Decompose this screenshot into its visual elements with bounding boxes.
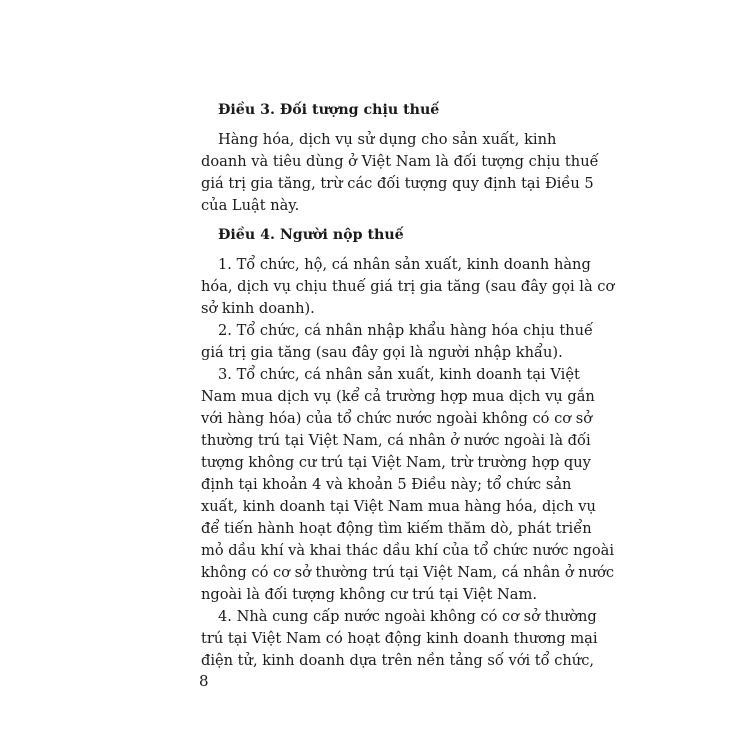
article-4-line-8: với hàng hóa) của tổ chức nước ngoài không có cơ sở <box>201 410 592 427</box>
article-4-line-14: mỏ dầu khí và khai thác dầu khí của tổ chức nước ngoài <box>201 542 615 559</box>
article-4-line-4: 2. Tổ chức, cá nhân nhập khẩu hàng hóa chịu thuế <box>218 322 593 339</box>
article-3-line-4: của Luật này. <box>201 197 300 214</box>
article-4-line-12: xuất, kinh doanh tại Việt Nam mua hàng hóa, dịch vụ <box>201 498 596 515</box>
article-4-line-17: 4. Nhà cung cấp nước ngoài không có cơ sở thường <box>218 608 597 625</box>
article-4-line-5: giá trị gia tăng (sau đây gọi là người nhập khẩu). <box>201 344 563 361</box>
article-4-line-6: 3. Tổ chức, cá nhân sản xuất, kinh doanh tại Việt <box>218 366 580 383</box>
article-4-line-2: hóa, dịch vụ chịu thuế giá trị gia tăng (sau đây gọi là cơ <box>201 278 615 295</box>
article-4-line-11: định tại khoản 4 và khoản 5 Điều này; tổ chức sản <box>201 476 572 493</box>
article-3-line-1: Hàng hóa, dịch vụ sử dụng cho sản xuất, kinh <box>218 131 557 148</box>
page-number: 8 <box>199 672 209 690</box>
article-4-line-19: điện tử, kinh doanh dựa trên nền tảng số với tổ chức, <box>201 652 595 669</box>
article-4-line-9: thường trú tại Việt Nam, cá nhân ở nước ngoài là đối <box>201 432 591 449</box>
article-4-line-10: tượng không cư trú tại Việt Nam, trừ trường hợp quy <box>201 454 591 471</box>
article-4-heading: Điều 4. Người nộp thuế <box>218 227 404 243</box>
article-3-line-3: giá trị gia tăng, trừ các đối tượng quy định tại Điều 5 <box>201 175 594 192</box>
article-3-heading: Điều 3. Đối tượng chịu thuế <box>218 102 440 118</box>
article-4-line-15: không có cơ sở thường trú tại Việt Nam, cá nhân ở nước <box>201 564 615 581</box>
article-4-line-16: ngoài là đối tượng không cư trú tại Việt Nam. <box>201 586 537 603</box>
article-4-line-13: để tiến hành hoạt động tìm kiếm thăm dò, phát triển <box>201 520 592 537</box>
article-4-line-7: Nam mua dịch vụ (kể cả trường hợp mua dịch vụ gắn <box>201 388 595 405</box>
article-3-line-2: doanh và tiêu dùng ở Việt Nam là đối tượng chịu thuế <box>201 153 599 170</box>
article-4-line-1: 1. Tổ chức, hộ, cá nhân sản xuất, kinh doanh hàng <box>218 256 591 273</box>
article-4-line-18: trú tại Việt Nam có hoạt động kinh doanh thương mại <box>201 630 598 647</box>
article-4-line-3: sở kinh doanh). <box>201 300 315 317</box>
